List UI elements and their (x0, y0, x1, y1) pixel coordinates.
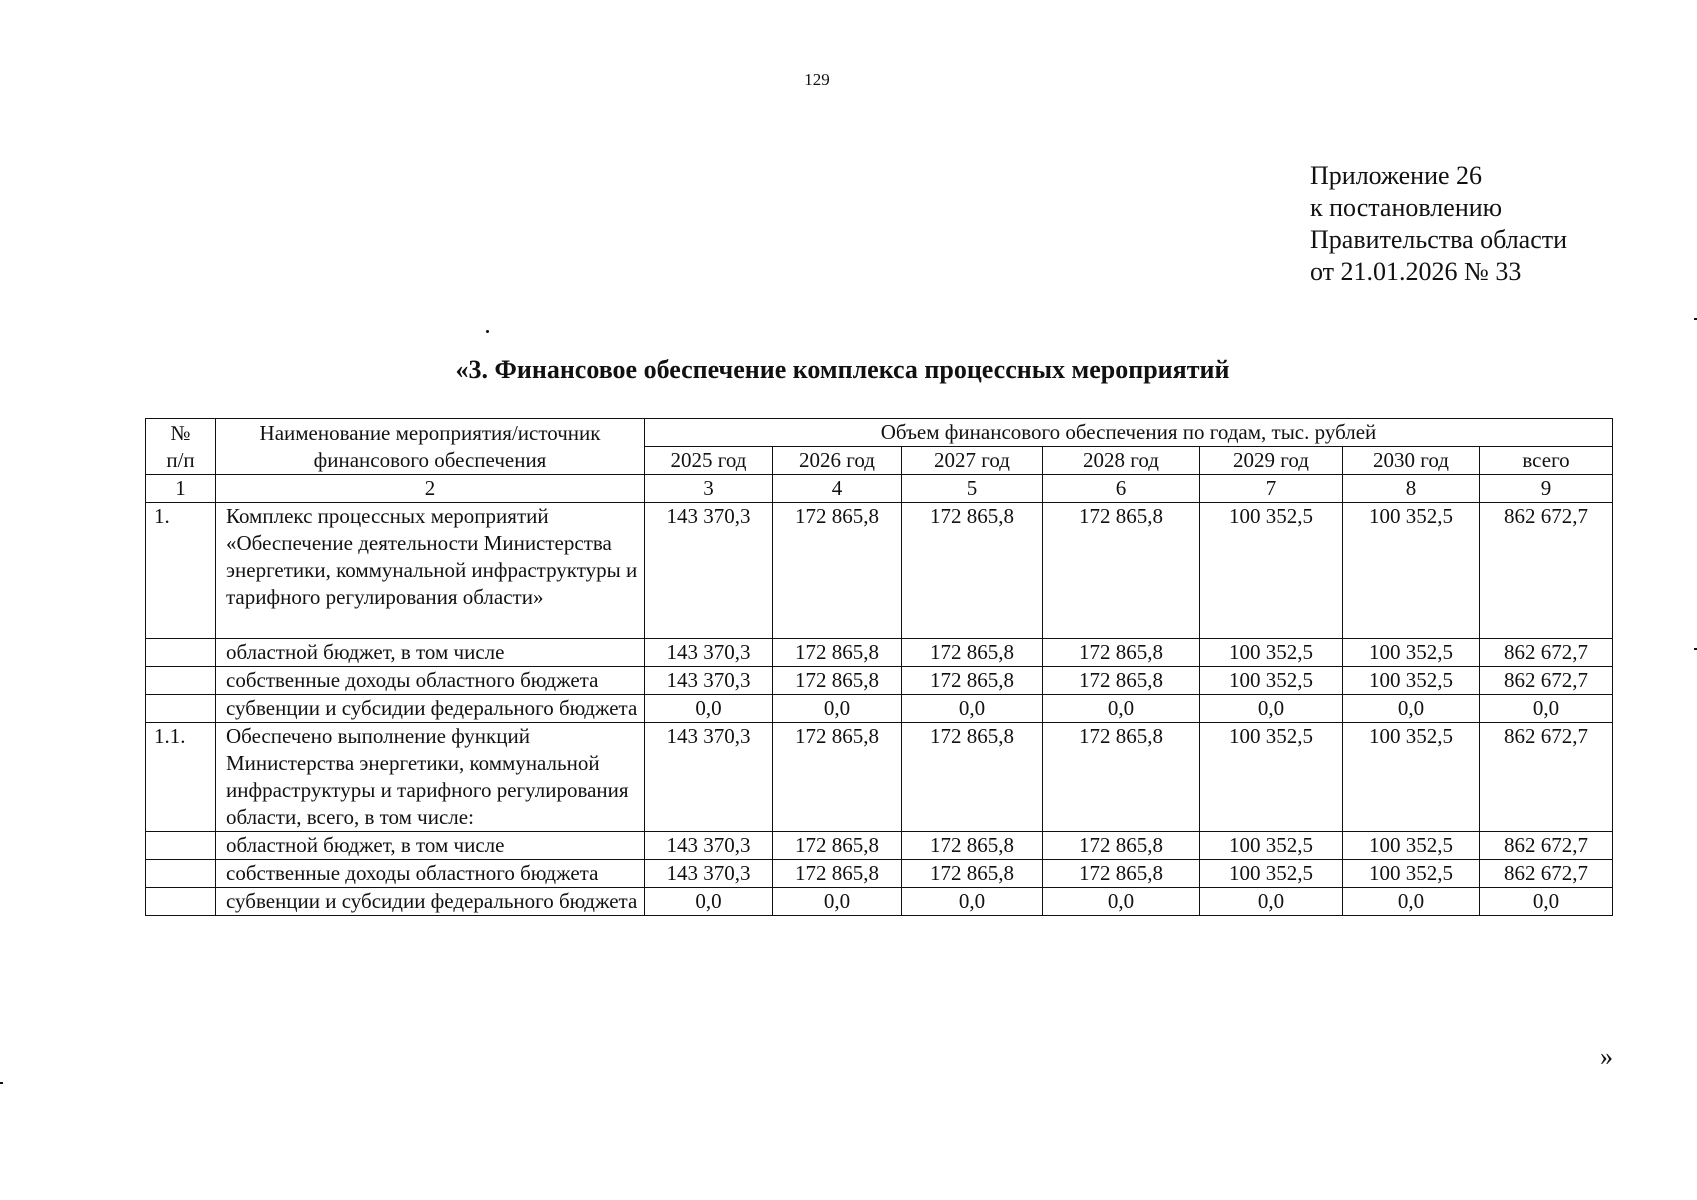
table-row (146, 503, 1613, 639)
value-cell: 143 370,3 (645, 860, 773, 888)
row-name-cell: субвенции и субсидии федерального бюджета (216, 888, 645, 916)
row-index-cell (146, 639, 216, 667)
value-cell: 172 865,8 (902, 723, 1043, 832)
total-cell: 862 672,7 (1480, 667, 1613, 695)
row-index-cell: 1.1. (146, 723, 216, 832)
header-num-cell (146, 419, 216, 475)
table-row (146, 667, 1613, 695)
row-name-cell: собственные доходы областного бюджета (216, 860, 645, 888)
value-cell: 172 865,8 (773, 832, 902, 860)
row-name-cell: собственные доходы областного бюджета (216, 667, 645, 695)
column-number-cell: 5 (902, 475, 1043, 503)
header-year-cell: 2027 год (902, 447, 1043, 475)
table-row (146, 860, 1613, 888)
appendix-block (1310, 160, 1567, 288)
page-number: 129 (804, 70, 830, 89)
value-cell: 143 370,3 (645, 832, 773, 860)
value-cell: 0,0 (902, 695, 1043, 723)
total-cell: 0,0 (1480, 888, 1613, 916)
value-cell: 172 865,8 (773, 503, 902, 639)
scan-edge-mark (0, 1082, 3, 1084)
value-cell: 172 865,8 (773, 723, 902, 832)
table-row (146, 723, 1613, 832)
table-row (146, 639, 1613, 667)
section-title: «3. Финансовое обеспечение комплекса процессных мероприятий (455, 355, 1230, 384)
header-year-cell: 2028 год (1043, 447, 1200, 475)
value-cell: 172 865,8 (902, 639, 1043, 667)
value-cell: 0,0 (773, 888, 902, 916)
total-cell: 862 672,7 (1480, 639, 1613, 667)
table-row (146, 888, 1613, 916)
value-cell: 172 865,8 (1043, 667, 1200, 695)
value-cell: 172 865,8 (1043, 723, 1200, 832)
value-cell: 100 352,5 (1343, 503, 1480, 639)
total-cell: 0,0 (1480, 695, 1613, 723)
column-number-row (146, 475, 1613, 503)
value-cell: 172 865,8 (1043, 639, 1200, 667)
column-number-cell: 8 (1343, 475, 1480, 503)
row-name-cell: субвенции и субсидии федерального бюджета (216, 695, 645, 723)
row-name-cell: Обеспечено выполнение функций Министерства энергетики, коммунальной инфраструктуры и тарифного регулирования области, всего, в том числе: (216, 723, 645, 832)
value-cell: 172 865,8 (902, 860, 1043, 888)
total-cell: 862 672,7 (1480, 723, 1613, 832)
column-number-cell: 1 (146, 475, 216, 503)
header-year-cell: 2030 год (1343, 447, 1480, 475)
column-number-cell: 4 (773, 475, 902, 503)
value-cell: 0,0 (902, 888, 1043, 916)
value-cell: 172 865,8 (773, 639, 902, 667)
value-cell: 100 352,5 (1200, 832, 1343, 860)
column-number-cell: 6 (1043, 475, 1200, 503)
closing-quote: » (1600, 1042, 1613, 1071)
column-number-cell: 9 (1480, 475, 1613, 503)
value-cell: 100 352,5 (1343, 667, 1480, 695)
table-row (146, 832, 1613, 860)
column-number-cell: 7 (1200, 475, 1343, 503)
row-name-cell: областной бюджет, в том числе (216, 639, 645, 667)
header-year-cell: 2025 год (645, 447, 773, 475)
value-cell: 143 370,3 (645, 639, 773, 667)
column-number-cell: 2 (216, 475, 645, 503)
value-cell: 0,0 (1043, 695, 1200, 723)
row-index-cell: 1. (146, 503, 216, 639)
value-cell: 0,0 (1200, 888, 1343, 916)
value-cell: 172 865,8 (902, 832, 1043, 860)
row-name-cell: Комплекс процессных мероприятий «Обеспечение деятельности Министерства энергетики, коммунальной инфраструктуры и тарифного регулирования области» (216, 503, 645, 639)
value-cell: 0,0 (773, 695, 902, 723)
row-name-cell: областной бюджет, в том числе (216, 832, 645, 860)
total-cell: 862 672,7 (1480, 832, 1613, 860)
value-cell: 0,0 (1343, 888, 1480, 916)
header-row (146, 419, 1613, 447)
value-cell: 0,0 (1343, 695, 1480, 723)
header-year-cell: 2026 год (773, 447, 902, 475)
value-cell: 172 865,8 (1043, 832, 1200, 860)
value-cell: 100 352,5 (1200, 667, 1343, 695)
appendix-line: к постановлению (1310, 193, 1503, 222)
header-volume-cell: Объем финансового обеспечения по годам, тыс. рублей (645, 419, 1613, 447)
appendix-line: от 21.01.2026 № 33 (1310, 257, 1522, 286)
value-cell: 172 865,8 (773, 860, 902, 888)
appendix-line: Приложение 26 (1310, 161, 1483, 190)
total-cell: 862 672,7 (1480, 503, 1613, 639)
value-cell: 0,0 (645, 695, 773, 723)
header-num-line: п/п (166, 447, 195, 472)
value-cell: 172 865,8 (902, 503, 1043, 639)
value-cell: 100 352,5 (1343, 723, 1480, 832)
value-cell: 100 352,5 (1200, 503, 1343, 639)
value-cell: 100 352,5 (1200, 723, 1343, 832)
row-index-cell (146, 860, 216, 888)
table-row (146, 695, 1613, 723)
header-year-cell: 2029 год (1200, 447, 1343, 475)
value-cell: 100 352,5 (1343, 860, 1480, 888)
value-cell: 100 352,5 (1200, 639, 1343, 667)
financing-table (145, 418, 1613, 916)
appendix-line: Правительства области (1310, 225, 1568, 254)
value-cell: 100 352,5 (1200, 860, 1343, 888)
row-index-cell (146, 695, 216, 723)
value-cell: 100 352,5 (1343, 832, 1480, 860)
row-index-cell (146, 832, 216, 860)
header-num-line: № (170, 420, 191, 445)
value-cell: 0,0 (1043, 888, 1200, 916)
value-cell: 0,0 (1200, 695, 1343, 723)
stray-dot (486, 330, 489, 333)
value-cell: 172 865,8 (1043, 860, 1200, 888)
value-cell: 0,0 (645, 888, 773, 916)
header-name-line: Наименование мероприятия/источник (259, 420, 601, 445)
header-total-cell: всего (1480, 447, 1613, 475)
value-cell: 143 370,3 (645, 723, 773, 832)
header-name-line: финансового обеспечения (313, 447, 547, 472)
value-cell: 143 370,3 (645, 503, 773, 639)
total-cell: 862 672,7 (1480, 860, 1613, 888)
column-number-cell: 3 (645, 475, 773, 503)
value-cell: 143 370,3 (645, 667, 773, 695)
value-cell: 100 352,5 (1343, 639, 1480, 667)
value-cell: 172 865,8 (902, 667, 1043, 695)
header-name-cell (216, 419, 645, 475)
value-cell: 172 865,8 (773, 667, 902, 695)
row-index-cell (146, 667, 216, 695)
row-index-cell (146, 888, 216, 916)
value-cell: 172 865,8 (1043, 503, 1200, 639)
